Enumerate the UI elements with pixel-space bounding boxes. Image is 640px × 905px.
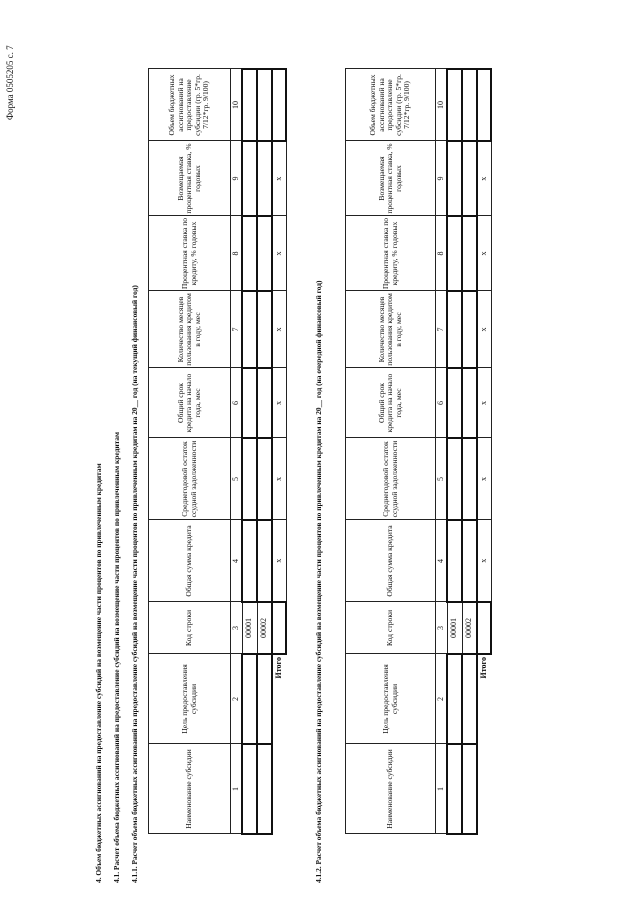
cell-input[interactable] — [257, 141, 272, 216]
total-volume-cell[interactable] — [477, 69, 491, 141]
col-number: 3 — [436, 602, 448, 654]
col-number: 2 — [231, 654, 243, 744]
total-mark: x — [272, 216, 286, 291]
total-mark: x — [477, 438, 491, 520]
col-header-rate: Процентная ставка по кредиту, % годовых — [346, 216, 436, 291]
cell-input[interactable] — [462, 291, 477, 368]
col-header-loan-sum: Общая сумма кредита — [346, 520, 436, 602]
form-number: Форма 0505205 с. 7 — [5, 45, 15, 120]
cell-code: 00001 — [242, 602, 257, 654]
cell-purpose[interactable] — [462, 654, 477, 744]
cell-input[interactable] — [257, 291, 272, 368]
cell-input[interactable] — [242, 438, 257, 520]
cell-name[interactable] — [242, 744, 257, 834]
table-row — [447, 69, 462, 834]
cell-input[interactable] — [447, 438, 462, 520]
total-mark: x — [272, 368, 286, 438]
cell-input[interactable] — [462, 368, 477, 438]
col-header-reimbursed-rate: Возмещаемая процентная ставка, % годовых — [346, 141, 436, 216]
cell-input[interactable] — [242, 216, 257, 291]
cell-code: 00002 — [257, 602, 272, 654]
cell-input[interactable] — [242, 291, 257, 368]
table-row — [257, 69, 272, 834]
cell-input[interactable] — [257, 520, 272, 602]
total-mark: x — [272, 141, 286, 216]
col-number: 9 — [436, 141, 448, 216]
total-code-cell — [272, 602, 286, 654]
cell-input[interactable] — [257, 438, 272, 520]
cell-input[interactable] — [462, 69, 477, 141]
cell-input[interactable] — [257, 368, 272, 438]
total-mark: x — [477, 520, 491, 602]
cell-input[interactable] — [447, 216, 462, 291]
total-mark: x — [477, 368, 491, 438]
col-header-purpose: Цель предоставления субсидии — [149, 654, 231, 744]
total-row — [272, 69, 286, 834]
cell-input[interactable] — [242, 368, 257, 438]
col-header-months: Количество месяцев пользования кредитом в году, мес — [149, 291, 231, 368]
col-number: 6 — [231, 368, 243, 438]
col-header-volume: Объем бюджетных ассигнований на предоставление субсидии (гр. 5*гр. 7/12*гр. 9/100) — [346, 69, 436, 141]
cell-code: 00002 — [462, 602, 477, 654]
cell-input[interactable] — [462, 438, 477, 520]
col-header-avg-balance: Среднегодовой остаток ссудной задолженности — [346, 438, 436, 520]
total-mark: x — [477, 216, 491, 291]
cell-purpose[interactable] — [447, 654, 462, 744]
cell-input[interactable] — [462, 141, 477, 216]
total-mark: x — [477, 291, 491, 368]
col-header-term: Общий срок кредита на начало года, мес — [346, 368, 436, 438]
col-header-loan-sum: Общая сумма кредита — [149, 520, 231, 602]
cell-input[interactable] — [447, 141, 462, 216]
table2-heading: 4.1.2. Расчет объема бюджетных ассигнований на предоставление субсидий на возмещение части процентов по привлеченным кредитам на 20__ год (на очередной финансовый год) — [314, 280, 323, 883]
col-number: 10 — [436, 69, 448, 141]
cell-name[interactable] — [257, 744, 272, 834]
cell-input[interactable] — [242, 520, 257, 602]
blank-cell — [272, 744, 286, 834]
cell-input[interactable] — [462, 520, 477, 602]
cell-input[interactable] — [242, 141, 257, 216]
cell-input[interactable] — [462, 216, 477, 291]
col-number: 6 — [436, 368, 448, 438]
table1-heading: 4.1.1. Расчет объема бюджетных ассигнований на предоставление субсидий на возмещение части процентов по привлеченным кредитам на 20__ год (на текущий финансовый год) — [130, 285, 139, 883]
cell-input[interactable] — [242, 69, 257, 141]
section-heading: 4. Объем бюджетных ассигнований на предоставление субсидий на возмещение части процентов по привлеченным кредитам — [94, 463, 103, 883]
total-row — [477, 69, 491, 834]
col-number: 10 — [231, 69, 243, 141]
col-number: 4 — [436, 520, 448, 602]
col-number: 7 — [231, 291, 243, 368]
col-number: 7 — [436, 291, 448, 368]
cell-name[interactable] — [447, 744, 462, 834]
col-header-name: Наименование субсидии — [346, 744, 436, 834]
col-number: 8 — [436, 216, 448, 291]
col-header-reimbursed-rate: Возмещаемая процентная ставка, % годовых — [149, 141, 231, 216]
col-header-purpose: Цель предоставления субсидии — [346, 654, 436, 744]
col-header-volume: Объем бюджетных ассигнований на предоставление субсидии (гр. 5*гр. 7/12*гр. 9/100) — [149, 69, 231, 141]
table-row — [242, 69, 257, 834]
total-mark: x — [477, 141, 491, 216]
cell-purpose[interactable] — [257, 654, 272, 744]
col-header-months: Количество месяцев пользования кредитом в году, мес — [346, 291, 436, 368]
subsidy-table-next-year — [345, 68, 492, 835]
col-number: 3 — [231, 602, 243, 654]
col-number: 9 — [231, 141, 243, 216]
total-mark: x — [272, 291, 286, 368]
total-code-cell — [477, 602, 491, 654]
cell-input[interactable] — [257, 69, 272, 141]
total-mark: x — [272, 438, 286, 520]
cell-input[interactable] — [447, 291, 462, 368]
cell-name[interactable] — [462, 744, 477, 834]
total-volume-cell[interactable] — [272, 69, 286, 141]
cell-input[interactable] — [257, 216, 272, 291]
col-header-rate: Процентная ставка по кредиту, % годовых — [149, 216, 231, 291]
col-header-code: Код строки — [346, 602, 436, 654]
total-label: Итого — [274, 657, 284, 679]
subsection-heading: 4.1. Расчет объема бюджетных ассигнований на предоставление субсидий на возмещение части процентов по привлеченным кредитам — [112, 431, 121, 883]
cell-input[interactable] — [447, 69, 462, 141]
col-number: 5 — [231, 438, 243, 520]
total-label: Итого — [479, 657, 489, 679]
cell-input[interactable] — [447, 520, 462, 602]
col-number: 5 — [436, 438, 448, 520]
col-header-code: Код строки — [149, 602, 231, 654]
cell-code: 00001 — [447, 602, 462, 654]
col-number: 8 — [231, 216, 243, 291]
col-header-term: Общий срок кредита на начало года, мес — [149, 368, 231, 438]
col-number: 4 — [231, 520, 243, 602]
col-header-name: Наименование субсидии — [149, 744, 231, 834]
col-number: 1 — [231, 744, 243, 834]
total-mark: x — [272, 520, 286, 602]
blank-cell — [477, 744, 491, 834]
cell-purpose[interactable] — [242, 654, 257, 744]
cell-input[interactable] — [447, 368, 462, 438]
col-header-avg-balance: Среднегодовой остаток ссудной задолженности — [149, 438, 231, 520]
col-number: 2 — [436, 654, 448, 744]
col-number: 1 — [436, 744, 448, 834]
subsidy-table-current-year — [148, 68, 287, 835]
table-row — [462, 69, 477, 834]
